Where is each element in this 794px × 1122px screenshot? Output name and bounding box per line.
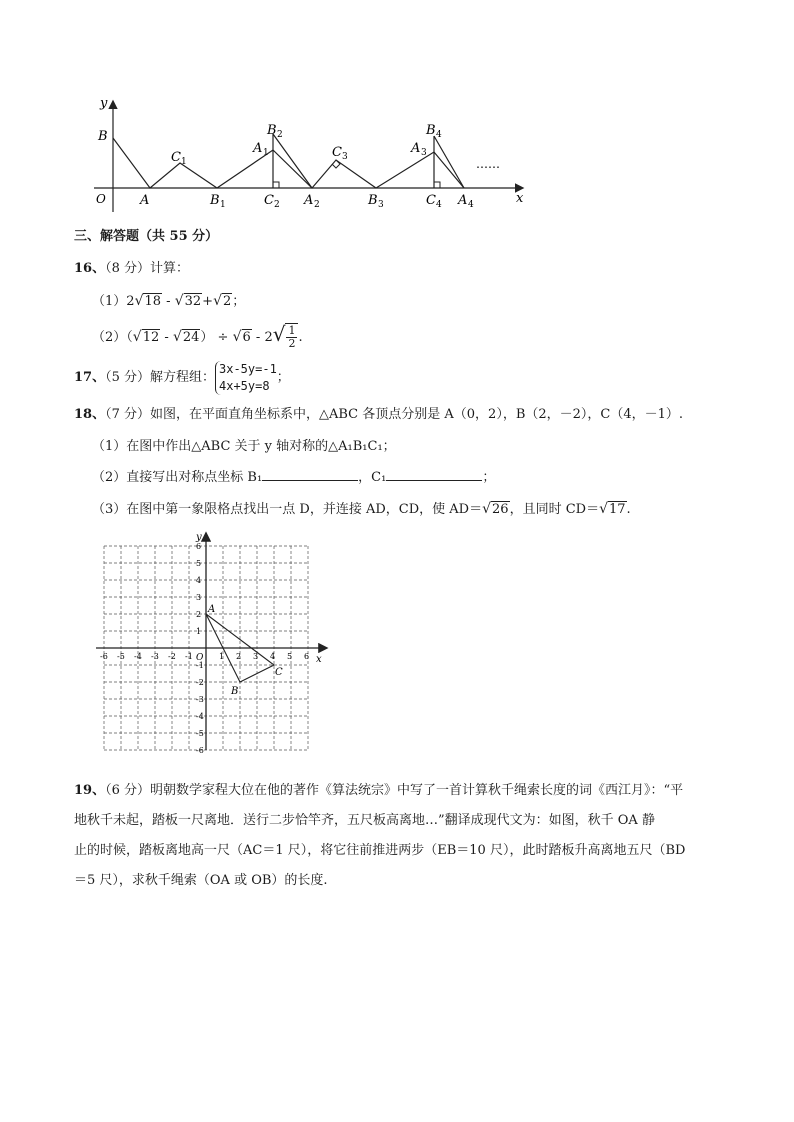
svg-text:3: 3 xyxy=(378,200,384,210)
y-tick-label: -3 xyxy=(196,695,204,704)
svg-text:A: A xyxy=(140,193,150,208)
y-tick-label: 1 xyxy=(196,627,202,636)
zigzag-figure xyxy=(86,92,536,214)
x-tick-label: -2 xyxy=(168,652,176,661)
grid-x-label: x xyxy=(316,654,322,665)
svg-text:2: 2 xyxy=(314,200,320,210)
point-c-label: C xyxy=(275,667,283,678)
svg-text:3: 3 xyxy=(342,152,348,162)
q18-header: 18、（7 分）如图，在平面直角坐标系中，△ABC 各顶点分别是 A（0，2），B（2，－2），C（4，－1）. xyxy=(74,407,684,422)
x-tick-label: 3 xyxy=(253,652,259,661)
svg-text:1: 1 xyxy=(220,200,226,210)
svg-text:A: A xyxy=(411,141,421,156)
svg-text:1: 1 xyxy=(181,157,187,167)
point-b-label: B xyxy=(231,686,239,697)
svg-text:3: 3 xyxy=(421,148,427,158)
grid-origin-label: O xyxy=(196,653,204,663)
svg-text:B: B xyxy=(368,193,378,208)
svg-text:A: A xyxy=(458,193,468,208)
y-tick-label: 2 xyxy=(196,610,202,619)
q19: 19、（6 分）明朝数学家程大位在他的著作《算法统宗》中写了一首计算秋千绳索长度的词《西江月》：“平 地秋千未起，踏板一尺离地．送行二步恰竿齐，五尺板高离地…”翻译成现代文为：如图，秋千 OA 静 止的时候，踏板离地高一尺（AC＝1 尺），将它往前推进两步（EB＝10 尺），此时踏板升高离地五尺（BD ＝5 尺），求秋千绳索（OA 或 OB）的长度. xyxy=(74,783,686,888)
svg-text:1: 1 xyxy=(263,148,269,158)
fig1-y-label: y xyxy=(100,96,108,111)
q18-part2: （2）直接写出对称点坐标 B₁ ，C₁ ； xyxy=(92,470,496,485)
svg-text:C: C xyxy=(332,145,342,160)
q16-part1: （1）2√18 - √32+√2； xyxy=(92,293,246,309)
q18-part3: （3）在图中第一象限格点找出一点 D，并连接 AD，CD，使 AD＝√26，且同时 CD＝√17. xyxy=(92,501,631,517)
x-tick-label: 6 xyxy=(304,652,310,661)
svg-text:4: 4 xyxy=(436,200,442,210)
svg-text:A: A xyxy=(304,193,314,208)
y-tick-label: 3 xyxy=(196,593,202,602)
y-tick-label: -4 xyxy=(196,712,204,721)
section-title: 三、解答题（共 55 分） xyxy=(74,229,219,244)
grid-y-label: y xyxy=(196,532,202,543)
svg-text:B: B xyxy=(267,123,277,138)
svg-text:B: B xyxy=(210,193,220,208)
x-tick-label: -5 xyxy=(117,652,125,661)
svg-text:C: C xyxy=(426,193,436,208)
svg-text:C: C xyxy=(171,150,181,165)
y-tick-label: -2 xyxy=(196,678,204,687)
svg-text:A: A xyxy=(253,141,263,156)
q16-header: 16、（8 分）计算： xyxy=(74,261,189,276)
svg-text:2: 2 xyxy=(274,200,280,210)
y-tick-label: -6 xyxy=(196,746,204,754)
y-tick-label: 6 xyxy=(196,542,202,551)
q17: 17、（5 分）解方程组： 3x-5y=-1 4x+5y=8 ； xyxy=(74,361,290,393)
x-tick-label: 4 xyxy=(270,652,276,661)
x-tick-label: -1 xyxy=(185,652,193,661)
x-tick-label: 2 xyxy=(236,652,242,661)
svg-text:4: 4 xyxy=(436,130,442,140)
b1-answer-blank[interactable] xyxy=(262,468,358,481)
svg-text:C: C xyxy=(264,193,274,208)
x-tick-label: -6 xyxy=(100,652,108,661)
q18-part1: （1）在图中作出△ABC 关于 y 轴对称的△A₁B₁C₁； xyxy=(92,439,396,454)
y-tick-label: 4 xyxy=(196,576,202,585)
y-tick-label: -1 xyxy=(196,661,204,670)
svg-text:B: B xyxy=(426,123,436,138)
y-tick-label: -5 xyxy=(196,729,204,738)
y-tick-label: 5 xyxy=(196,559,202,568)
fig1-origin-label: O xyxy=(96,192,106,206)
c1-answer-blank[interactable] xyxy=(386,468,482,481)
x-tick-label: 1 xyxy=(219,652,225,661)
fig1-x-label: x xyxy=(516,191,524,206)
point-a-label: A xyxy=(208,604,216,615)
coordinate-grid xyxy=(92,530,332,754)
svg-text:2: 2 xyxy=(277,130,283,140)
q16-part2: （2）（√12 - √24） ÷ √6 - 2√ $\frac{1}{2}$ . xyxy=(92,322,303,350)
x-tick-label: -4 xyxy=(134,652,142,661)
svg-text:4: 4 xyxy=(468,200,474,210)
svg-text:B: B xyxy=(98,129,108,144)
fig1-ellipsis: …… xyxy=(476,157,500,171)
x-tick-label: -3 xyxy=(151,652,159,661)
x-tick-label: 5 xyxy=(287,652,293,661)
